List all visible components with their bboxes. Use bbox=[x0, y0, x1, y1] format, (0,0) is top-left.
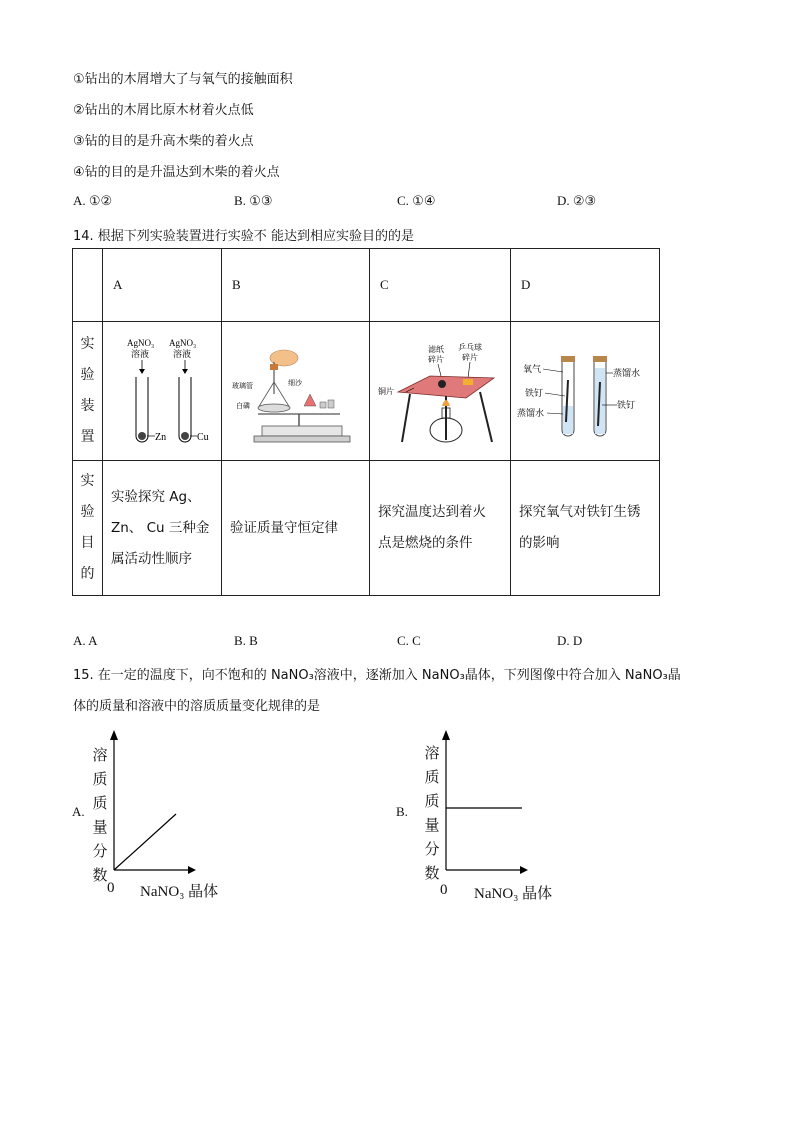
q14-option-d: D. D bbox=[557, 633, 583, 648]
svg-text:Cu: Cu bbox=[197, 432, 209, 443]
q13-option-d: D. ②③ bbox=[557, 193, 597, 208]
graph-b-label: B. bbox=[396, 804, 408, 819]
header-d: D bbox=[511, 249, 660, 322]
apparatus-d bbox=[511, 322, 660, 461]
test-tubes-diagram bbox=[103, 322, 211, 456]
svg-text:铜片: 铜片 bbox=[378, 387, 394, 396]
svg-text:氧气: 氧气 bbox=[523, 364, 542, 374]
q14-option-a: A. A bbox=[73, 633, 98, 648]
q13-option-a: A. ①② bbox=[73, 193, 113, 208]
q15-question-line1: 15. 在一定的温度下，向不饱和的 NaNO₃溶液中，逐渐加入 NaNO₃晶体，下列图像中符合加入 NaNO₃晶 bbox=[73, 668, 681, 683]
graph-a-line bbox=[114, 814, 176, 870]
svg-text:细沙: 细沙 bbox=[288, 379, 302, 387]
row-label-purpose: 实 验 目 的 bbox=[73, 461, 103, 596]
apparatus-b bbox=[222, 322, 370, 461]
q14-option-b: B. B bbox=[234, 633, 258, 648]
svg-text:铁钉: 铁钉 bbox=[617, 400, 636, 410]
svg-text:碎片: 碎片 bbox=[428, 355, 444, 364]
q14-question: 14. 根据下列实验装置进行实验不 能达到相应实验目的的是 bbox=[73, 229, 414, 244]
graph-a-origin: 0 bbox=[107, 880, 115, 896]
row-label-apparatus: 实 验 装 置 bbox=[73, 322, 103, 461]
apparatus-c bbox=[370, 322, 511, 461]
svg-text:乒乓球: 乒乓球 bbox=[458, 343, 482, 352]
svg-text:滤纸: 滤纸 bbox=[428, 345, 444, 354]
purpose-d: 探究氧气对铁钉生锈 的影响 bbox=[511, 461, 660, 596]
header-a: A bbox=[103, 249, 222, 322]
q14-option-c: C. C bbox=[397, 633, 421, 648]
graph-a-label: A. bbox=[72, 804, 85, 819]
graph-a-ylabel: 溶 质 质 量 分 数 bbox=[92, 746, 108, 884]
graph-a-axes bbox=[108, 728, 198, 874]
svg-text:AgNO₃: AgNO₃ bbox=[127, 338, 155, 348]
graph-b-axes bbox=[440, 728, 530, 874]
q15-question-line2: 体的质量和溶液中的溶质质量变化规律的是 bbox=[73, 699, 321, 714]
graph-b-ylabel: 溶 质 质 量 分 数 bbox=[424, 744, 440, 882]
statement-2: ②钻出的木屑比原木材着火点低 bbox=[73, 103, 254, 118]
graph-a-xlabel: NaNO₃ 晶体 bbox=[140, 884, 219, 900]
statement-4: ④钻的目的是升温达到木柴的着火点 bbox=[73, 165, 280, 180]
header-c: C bbox=[370, 249, 511, 322]
balance-diagram bbox=[222, 322, 359, 456]
statement-3: ③钻的目的是升高木柴的着火点 bbox=[73, 134, 254, 149]
svg-text:Zn: Zn bbox=[155, 432, 167, 443]
apparatus-a bbox=[103, 322, 222, 461]
svg-text:溶液: 溶液 bbox=[131, 349, 150, 359]
table-corner-cell bbox=[73, 249, 103, 322]
purpose-a: 实验探究 Ag、 Zn、 Cu 三种金 属活动性顺序 bbox=[103, 461, 222, 596]
graph-b-origin: 0 bbox=[440, 882, 448, 898]
svg-text:蒸馏水: 蒸馏水 bbox=[613, 368, 641, 378]
svg-text:玻璃管: 玻璃管 bbox=[232, 382, 253, 390]
svg-text:蒸馏水: 蒸馏水 bbox=[517, 408, 545, 418]
svg-text:白磷: 白磷 bbox=[236, 402, 250, 410]
svg-text:AgNO₃: AgNO₃ bbox=[169, 338, 197, 348]
statement-1: ①钻出的木屑增大了与氧气的接触面积 bbox=[73, 72, 293, 87]
copper-plate-diagram bbox=[370, 322, 500, 456]
svg-text:碎片: 碎片 bbox=[462, 353, 478, 362]
q13-option-c: C. ①④ bbox=[397, 193, 436, 208]
purpose-b: 验证质量守恒定律 bbox=[222, 461, 370, 596]
graph-b-xlabel: NaNO₃ 晶体 bbox=[474, 886, 553, 902]
iron-nail-tubes-diagram bbox=[511, 322, 649, 456]
purpose-c: 探究温度达到着火 点是燃烧的条件 bbox=[370, 461, 511, 596]
svg-text:溶液: 溶液 bbox=[173, 349, 192, 359]
svg-text:铁钉: 铁钉 bbox=[525, 388, 544, 398]
experiment-table bbox=[72, 248, 660, 596]
header-b: B bbox=[222, 249, 370, 322]
q13-option-b: B. ①③ bbox=[234, 193, 273, 208]
